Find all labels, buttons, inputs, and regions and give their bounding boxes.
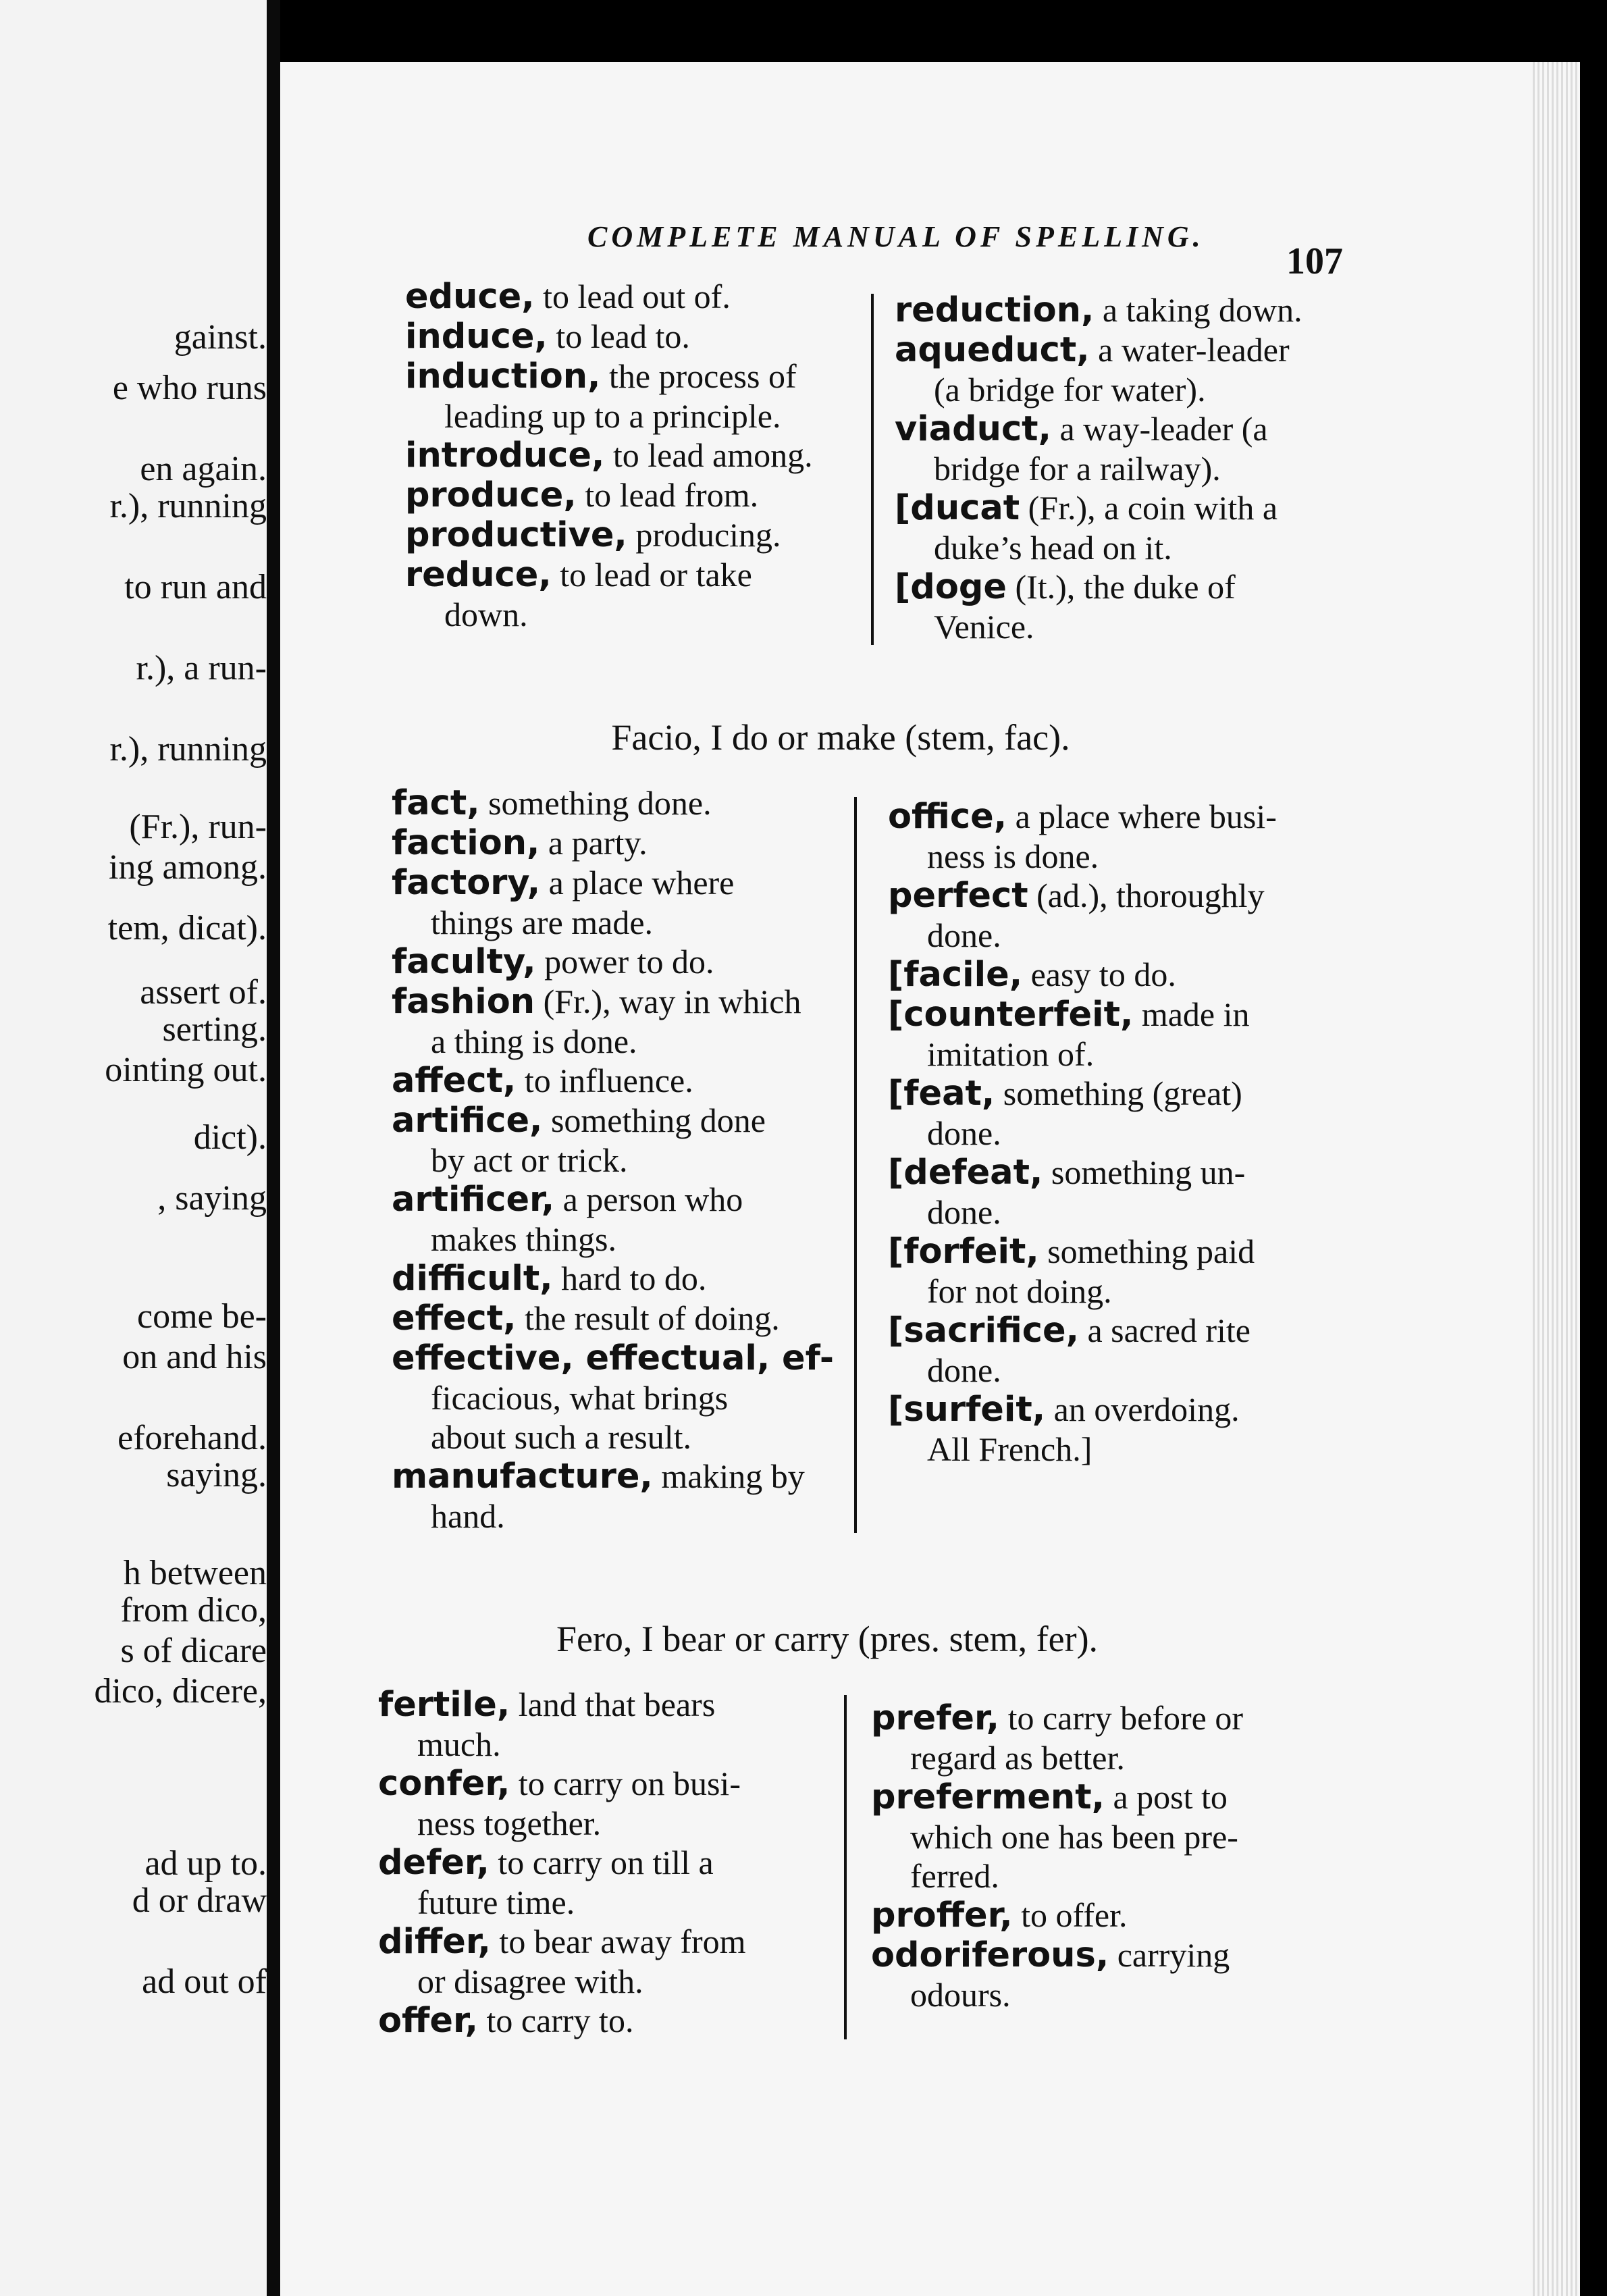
left-fragment: eforehand. — [117, 1419, 267, 1457]
entry: reduce, to lead or take down. — [405, 555, 752, 633]
page-number: 107 — [1286, 240, 1343, 282]
entry: aqueduct, a water-leader (a bridge for water). — [895, 330, 1290, 409]
entry: induction, the process of leading up to a principle. — [405, 357, 797, 435]
left-fragment: come be- — [136, 1297, 267, 1336]
left-fragment: ing among. — [109, 848, 267, 887]
entry: [feat, something (great) done. — [888, 1074, 1242, 1152]
duco-right-column — [895, 290, 1361, 646]
left-fragment: h between — [123, 1554, 267, 1592]
fero-left-column — [378, 1685, 837, 2041]
left-fragment: to run and — [124, 568, 267, 606]
entry: [facile, easy to do. — [888, 955, 1176, 995]
entry: educe, to lead out of. — [405, 277, 731, 317]
left-fragment: serting. — [162, 1010, 267, 1049]
left-fragment: dico, dicere, — [94, 1672, 267, 1711]
left-fragment: en again. — [140, 450, 267, 488]
left-fragment: saying. — [166, 1456, 267, 1494]
left-page — [0, 0, 267, 2296]
entry: perfect (ad.), thoroughly done. — [888, 876, 1265, 954]
left-fragment: from dico, — [120, 1591, 267, 1629]
left-fragment: s of dicare — [120, 1632, 267, 1670]
column-rule — [844, 1695, 847, 2039]
entry: fashion (Fr.), way in which a thing is done. — [392, 982, 801, 1060]
left-fragment: (Fr.), run- — [129, 808, 267, 846]
entry: effective, effectual, ef- ficacious, what brings — [392, 1338, 835, 1417]
column-rule — [854, 797, 857, 1533]
facio-right-column — [888, 797, 1361, 1469]
entry: prefer, to carry before or regard as better. — [871, 1698, 1243, 1777]
facio-left-column — [392, 783, 851, 1536]
left-fragment: dict). — [193, 1118, 267, 1157]
left-fragment: , saying — [157, 1179, 267, 1218]
entry: faction, a party. — [392, 823, 648, 863]
left-fragment: r.), running — [109, 487, 267, 525]
entry: affect, to influence. — [392, 1061, 693, 1101]
entry: manufacture, making by hand. — [392, 1457, 805, 1535]
book-gutter — [267, 0, 280, 2296]
entry: [counterfeit, made in imitation of. — [888, 995, 1250, 1073]
page-edge — [1533, 62, 1580, 2296]
entry: productive, producing. — [405, 515, 781, 555]
left-fragment: ad out of — [142, 1962, 267, 2001]
entry: [defeat, something un- done. — [888, 1153, 1246, 1231]
entry: produce, to lead from. — [405, 475, 759, 515]
entry: effect, the result of doing. — [392, 1299, 780, 1338]
entry: artificer, a person who makes things. — [392, 1180, 743, 1258]
left-fragment: r.), running — [109, 730, 267, 768]
left-fragment: tem, dicat). — [107, 909, 267, 947]
entry: induce, to lead to. — [405, 317, 690, 357]
entry: [surfeit, an overdoing. All French.] — [888, 1390, 1240, 1468]
entry: reduction, a taking down. — [895, 290, 1302, 330]
entry: fact, something done. — [392, 783, 712, 823]
entry: office, a place where busi- ness is done. — [888, 797, 1277, 875]
entry: offer, to carry to. — [378, 2001, 634, 2041]
left-fragment: r.), a run- — [136, 649, 267, 687]
entry: proffer, to offer. — [871, 1896, 1128, 1935]
left-fragment: e who runs — [112, 369, 267, 407]
entry: introduce, to lead among. — [405, 436, 813, 475]
entry: differ, to bear away from or disagree with. — [378, 1922, 746, 2000]
entry: viaduct, a way-leader (a bridge for a railway). — [895, 409, 1268, 488]
entry: preferment, a post to which one has been pre- — [871, 1777, 1238, 1856]
entry: confer, to carry on busi- ness together. — [378, 1764, 741, 1842]
entry: odoriferous, carrying odours. — [871, 1935, 1230, 2014]
entry: [forfeit, something paid for not doing. — [888, 1232, 1255, 1310]
left-fragment: on and his — [122, 1338, 267, 1376]
duco-left-column — [405, 277, 858, 634]
entry: factory, a place where things are made. — [392, 863, 735, 941]
left-fragment: ointing out. — [105, 1051, 267, 1089]
entry: artifice, something done by act or trick. — [392, 1101, 766, 1179]
left-fragment: gainst. — [174, 318, 267, 357]
section-heading-facio: Facio, I do or make (stem, fac). — [611, 717, 1070, 758]
entry: ferred. — [910, 1857, 999, 1895]
entry: faculty, power to do. — [392, 942, 714, 982]
entry: [doge (It.), the duke of Venice. — [895, 567, 1236, 646]
entry: about such a result. — [431, 1418, 692, 1456]
running-head: COMPLETE MANUAL OF SPELLING. — [587, 220, 1205, 253]
entry: [ducat (Fr.), a coin with a duke’s head on it. — [895, 488, 1278, 567]
left-fragment: ad up to. — [144, 1844, 267, 1883]
left-fragment: d or draw — [132, 1881, 267, 1920]
column-rule — [871, 294, 874, 645]
entry: difficult, hard to do. — [392, 1259, 707, 1299]
entry: defer, to carry on till a future time. — [378, 1843, 714, 1921]
section-heading-fero: Fero, I bear or carry (pres. stem, fer). — [556, 1619, 1099, 1659]
entry: [sacrifice, a sacred rite done. — [888, 1311, 1250, 1389]
fero-right-column — [871, 1698, 1357, 2014]
entry: fertile, land that bears much. — [378, 1685, 716, 1763]
left-fragment: assert of. — [140, 973, 267, 1012]
